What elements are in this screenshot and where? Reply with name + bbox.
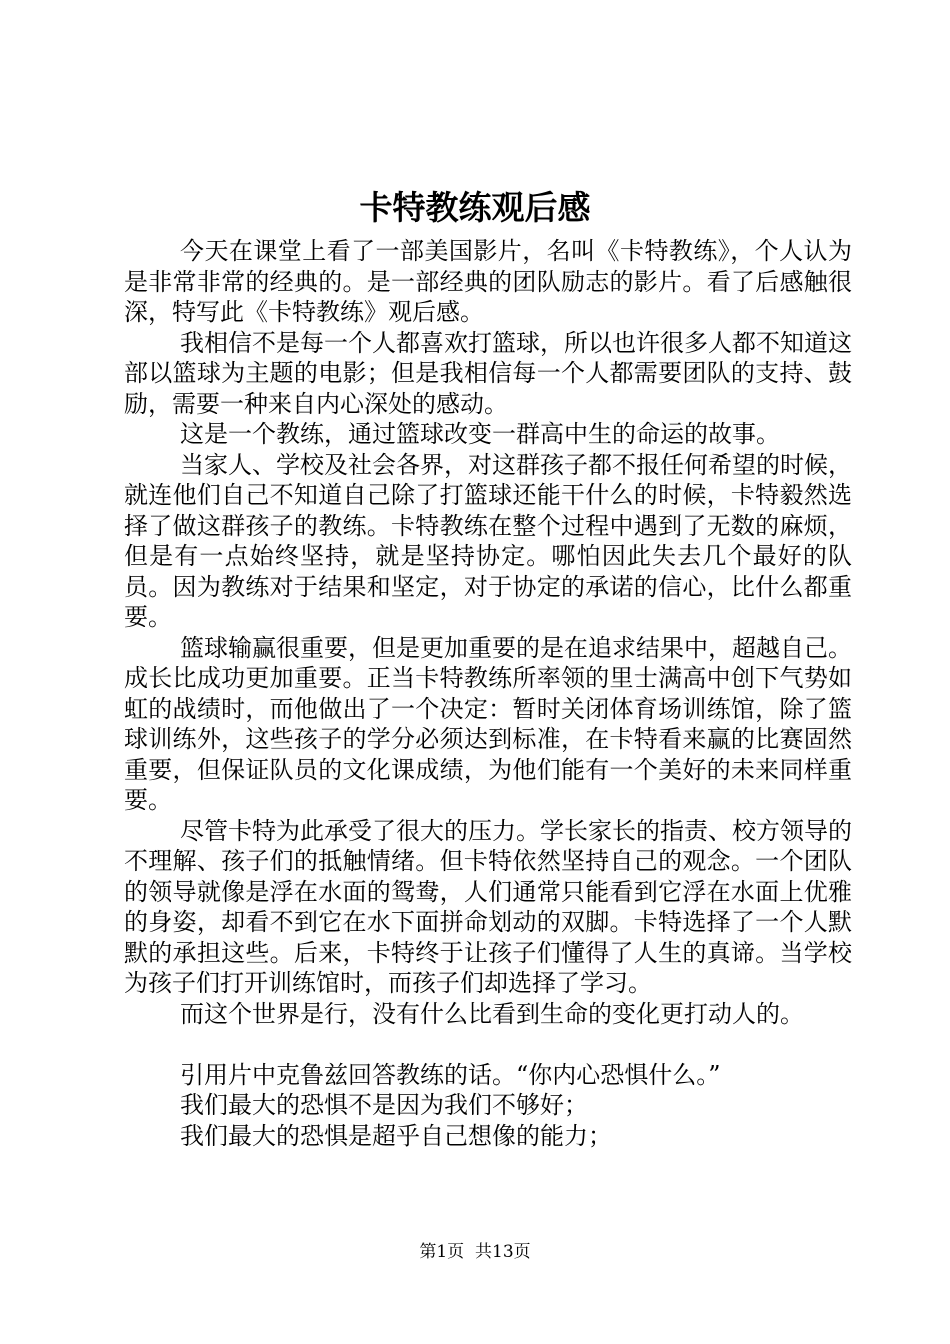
paragraph: 这是一个教练，通过篮球改变一群高中生的命运的故事。 [180, 420, 780, 448]
blank-line [124, 1029, 852, 1060]
quote-line: 引用片中克鲁兹回答教练的话。“你内心恐惧什么。” [180, 1060, 721, 1089]
document-body [124, 236, 852, 1151]
paragraph: 当家人、学校及社会各界，对这群孩子都不报任何希望的时候，就连他们自己不知道自己除了打篮球还能干什么的时候，卡特毅然选择了做这群孩子的教练。卡特教练在整个过程中遇到了无数的麻烦，但是有一点始终坚持，就是坚持协定。哪怕因此失去几个最好的队员。因为教练对于结果和坚定，对于协定的承诺的信心，比什么都重要。 [124, 450, 852, 631]
paragraph: 而这个世界是行，没有什么比看到生命的变化更打动人的。 [180, 999, 804, 1028]
page-footer [0, 1240, 950, 1264]
quote-line: 我们最大的恐惧是超乎自己想像的能力； [180, 1121, 612, 1150]
total-pages: 共13页 [475, 1242, 531, 1262]
footer-gap [464, 1242, 475, 1262]
paragraph: 今天在课堂上看了一部美国影片，名叫《卡特教练》，个人认为是非常非常的经典的。是一部经典的团队励志的影片。看了后感触很深，特写此《卡特教练》观后感。 [124, 237, 852, 326]
quote-line: 我们最大的恐惧不是因为我们不够好； [180, 1091, 588, 1119]
paragraph: 尽管卡特为此承受了很大的压力。学长家长的指责、校方领导的不理解、孩子们的抵触情绪。但卡特依然坚持自己的观念。一个团队的领导就像是浮在水面的鸳鸯，人们通常只能看到它浮在水面上优雅的身姿，却看不到它在水下面拼命划动的双脚。卡特选择了一个人默默的承担这些。后来，卡特终于让孩子们懂得了人生的真谛。当学校为孩子们打开训练馆时，而孩子们却选择了学习。 [124, 816, 852, 997]
paragraph: 我相信不是每一个人都喜欢打篮球，所以也许很多人都不知道这部以篮球为主题的电影；但是我相信每一个人都需要团队的支持、鼓励，需要一种来自内心深处的感动。 [124, 328, 852, 418]
paragraph: 篮球输赢很重要，但是更加重要的是在追求结果中，超越自己。成长比成功更加重要。正当卡特教练所率领的里士满高中创下气势如虹的战绩时，而他做出了一个决定：暂时关闭体育场训练馆，除了篮球训练外，这些孩子的学分必须达到标准，在卡特看来赢的比赛固然重要，但保证队员的文化课成绩，为他们能有一个美好的未来同样重要。 [124, 633, 852, 814]
page-number: 第1页 [419, 1242, 465, 1262]
document-title: 卡特教练观后感 [359, 188, 591, 227]
